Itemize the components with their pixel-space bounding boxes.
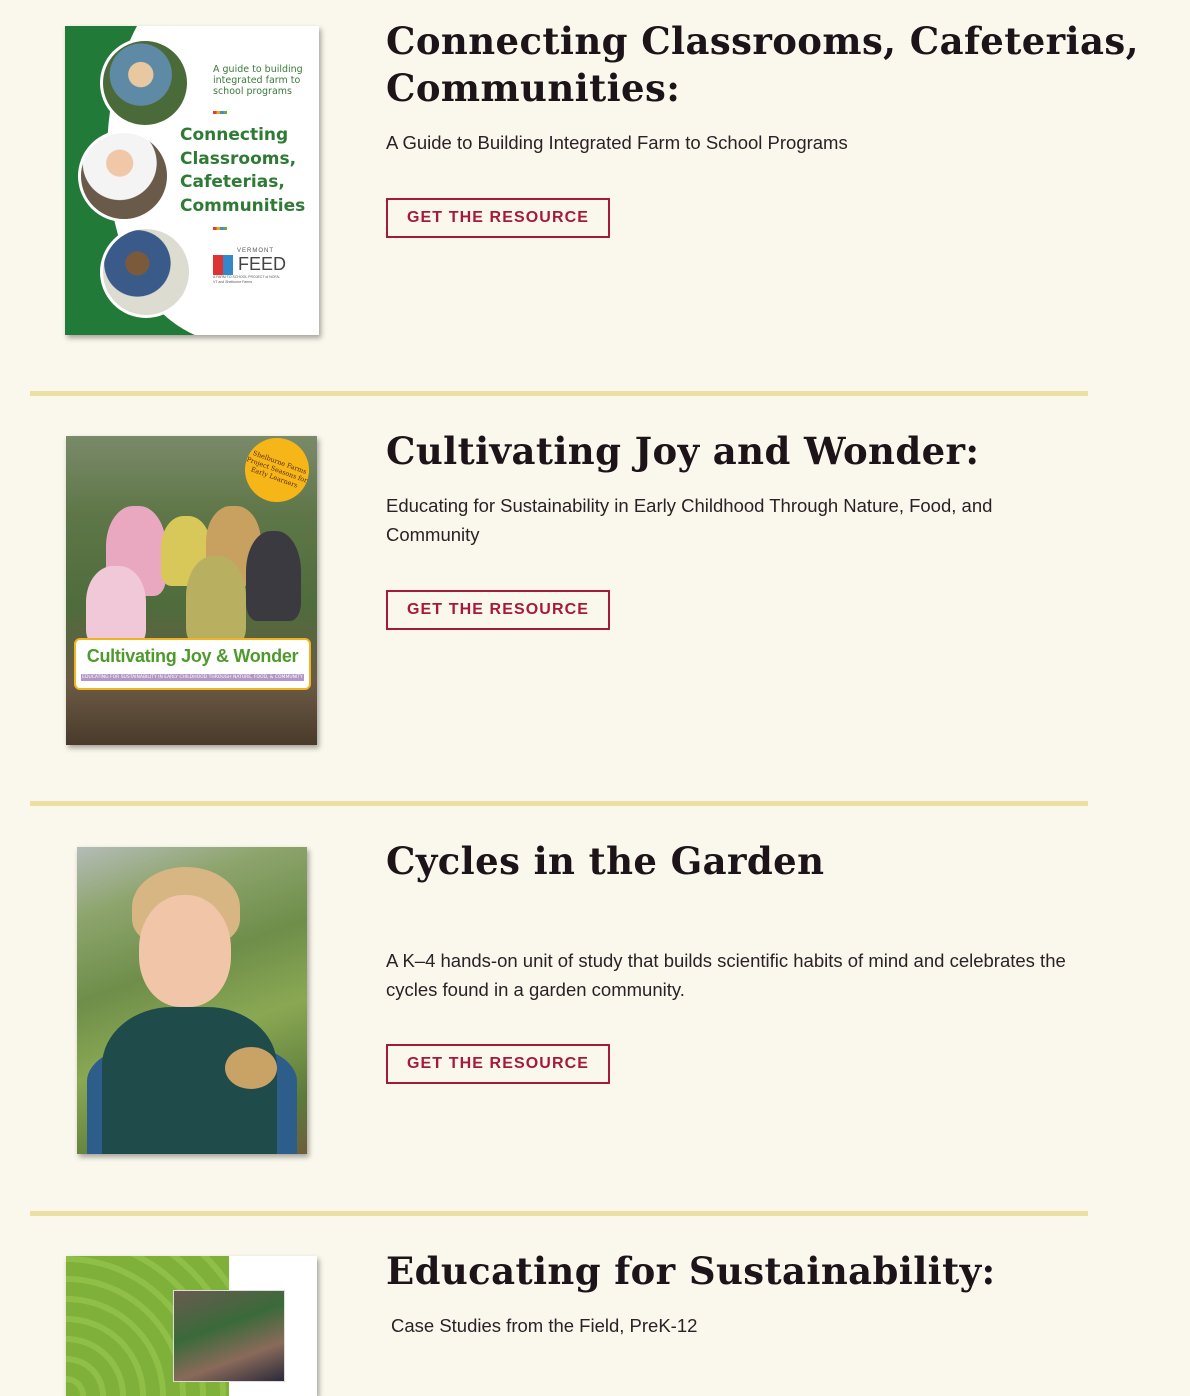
cover-banner-title: Cultivating Joy & Wonder xyxy=(86,646,299,666)
section-divider xyxy=(30,391,1088,396)
logo-text: FEED xyxy=(238,254,287,274)
resource-title xyxy=(386,18,1139,112)
resource-title: Cycles in the Garden xyxy=(386,839,825,883)
resource-cover-image[interactable] xyxy=(77,847,307,1154)
cover-title xyxy=(180,124,305,218)
cover-small-text: A guide to building integrated farm to school programs xyxy=(213,64,303,97)
cover-child-figure xyxy=(186,556,246,646)
cover-title-line: Classrooms, xyxy=(180,148,297,169)
cover-photo-circle xyxy=(78,130,170,222)
logo-mark-icon xyxy=(213,255,233,275)
resource-cover-image[interactable] xyxy=(66,1256,317,1396)
color-dots xyxy=(213,111,227,114)
cover-child-figure xyxy=(86,566,146,646)
resource-subtitle: Educating for Sustainability in Early Childhood Through Nature, Food, and Community xyxy=(386,495,993,545)
cover-banner xyxy=(74,638,311,690)
cover-photo-circle xyxy=(100,38,190,128)
logo-sub-text: A FARM TO SCHOOL PROJECT of NOFA-VT and Shelburne Farms xyxy=(213,275,280,284)
resource-title: Cultivating Joy and Wonder: xyxy=(386,429,980,473)
get-resource-button[interactable]: GET THE RESOURCE xyxy=(386,590,610,630)
resource-subtitle: A K–4 hands-on unit of study that builds scientific habits of mind and celebrates the cycles found in a garden community. xyxy=(386,950,1066,1000)
resource-cover-image[interactable] xyxy=(65,26,319,335)
resource-title: Educating for Sustainability: xyxy=(386,1249,996,1293)
resource-subtitle: Case Studies from the Field, PreK-12 xyxy=(391,1315,698,1336)
get-resource-button[interactable]: GET THE RESOURCE xyxy=(386,1044,610,1084)
cover-child-face xyxy=(139,895,231,1007)
project-seasons-badge: Shelburne Farms Project Seasons for Early Learners xyxy=(236,436,317,511)
color-dots xyxy=(213,227,227,230)
cover-photo-circle xyxy=(100,226,192,318)
cover-title-line: Communities xyxy=(180,195,306,216)
resource-subtitle: A Guide to Building Integrated Farm to School Programs xyxy=(386,132,848,153)
cover-title-line: Connecting xyxy=(180,125,289,145)
logo-top-text: VERMONT xyxy=(237,248,274,254)
section-divider xyxy=(30,1211,1088,1216)
vermont-feed-logo xyxy=(213,248,286,284)
cover-child-figure xyxy=(246,531,301,621)
cover-banner-subtitle: EDUCATING FOR SUSTAINABILITY IN EARLY CHILDHOOD THROUGH NATURE, FOOD, & COMMUNITY xyxy=(82,675,303,680)
resource-title-line: Connecting Classrooms, Cafeterias, xyxy=(386,19,1139,63)
cover-potato xyxy=(225,1047,277,1089)
resource-title-line: Communities: xyxy=(386,66,681,110)
resource-cover-image[interactable] xyxy=(66,436,317,745)
section-divider xyxy=(30,801,1088,806)
cover-title-line: Cafeterias, xyxy=(180,172,285,192)
get-resource-button[interactable]: GET THE RESOURCE xyxy=(386,198,610,238)
cover-photo xyxy=(173,1290,285,1382)
